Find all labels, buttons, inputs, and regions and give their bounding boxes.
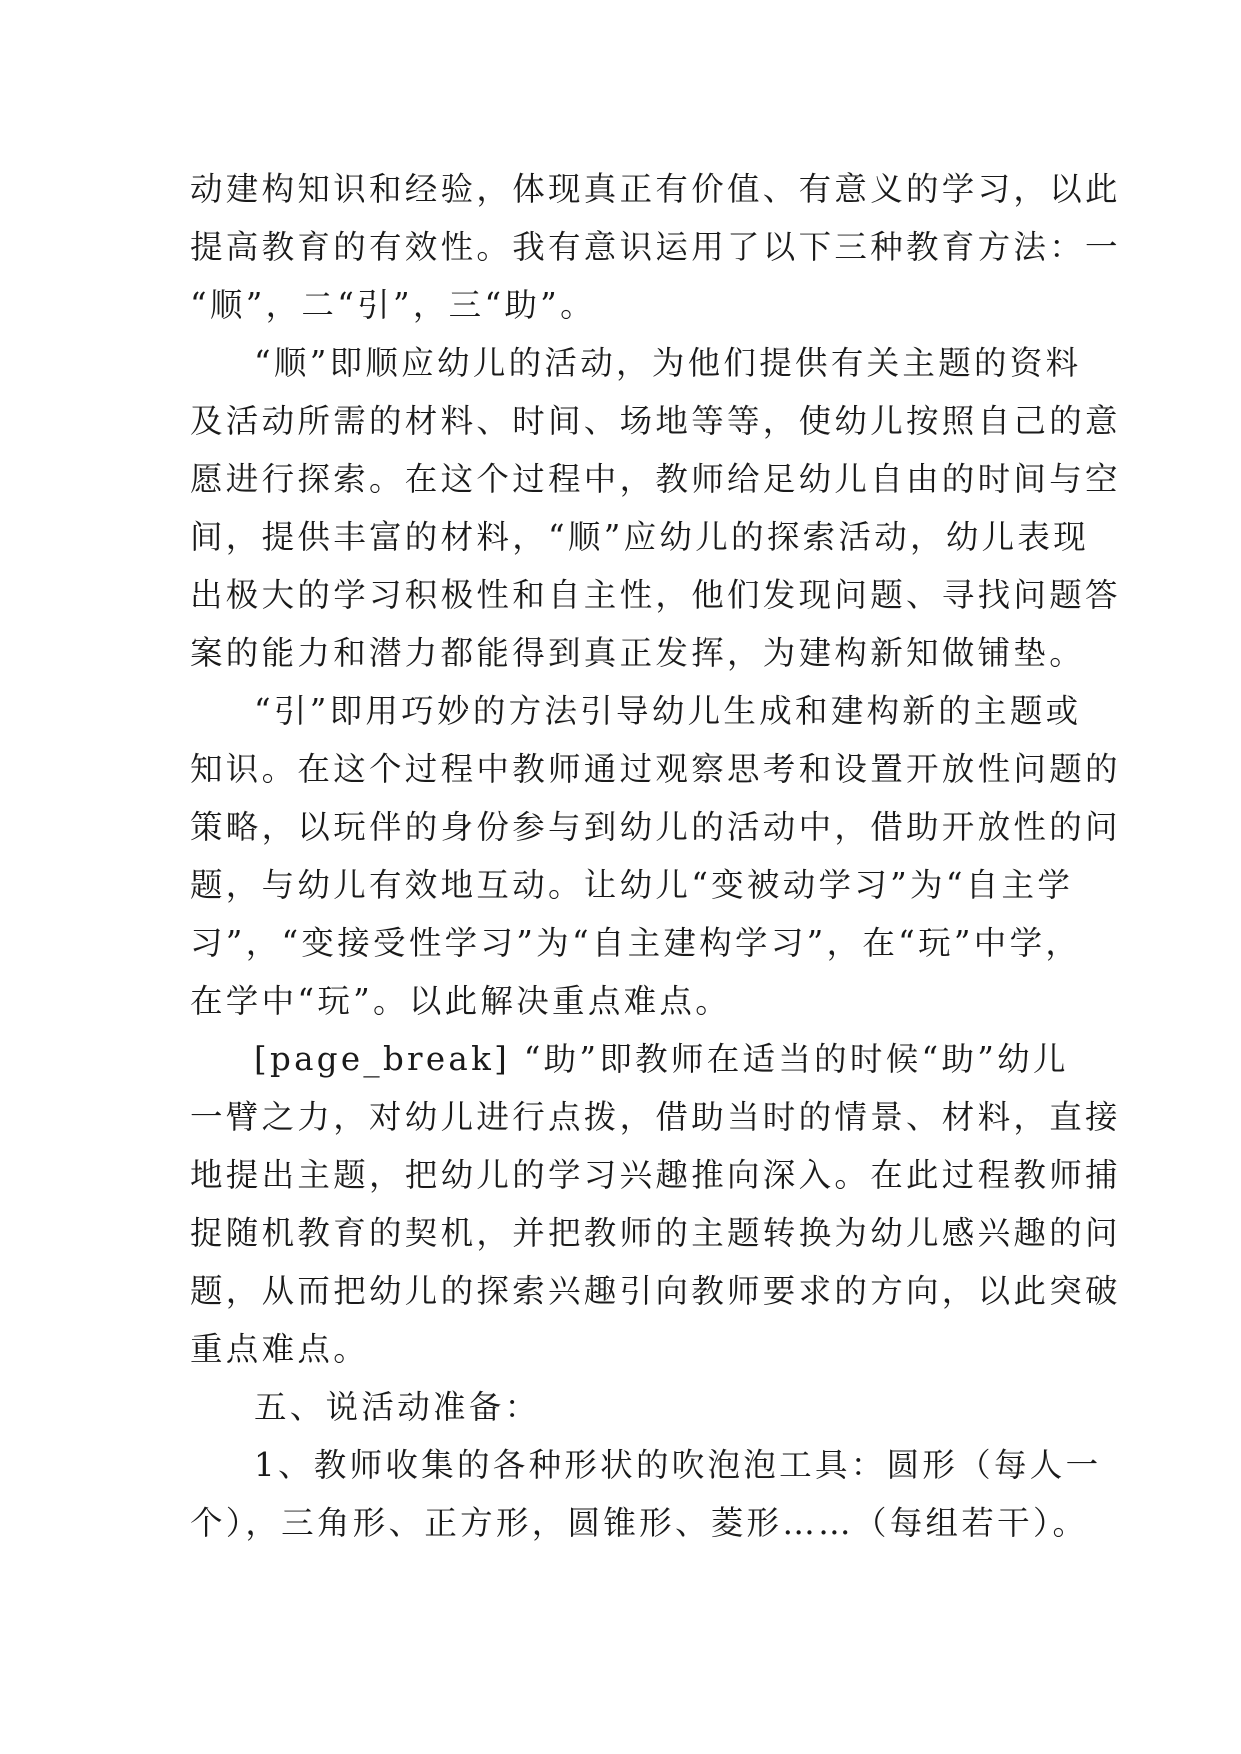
text-line: 动建构知识和经验，体现真正有价值、有意义的学习，以此 — [190, 170, 1121, 208]
text-line: “顺”，二“引”，三“助”。 — [190, 286, 596, 324]
text-line: 重点难点。 — [190, 1330, 370, 1368]
text-line: 提高教育的有效性。我有意识运用了以下三种教育方法：一 — [190, 228, 1121, 266]
text-line: 在学中“玩”。以此解决重点难点。 — [190, 982, 732, 1020]
text-line: 及活动所需的材料、时间、场地等等，使幼儿按照自己的意 — [190, 402, 1121, 440]
text-line: 捉随机教育的契机，并把教师的主题转换为幼儿感兴趣的问 — [190, 1214, 1121, 1252]
document-body-text — [190, 160, 1121, 1552]
text-line: 策略，以玩伴的身份参与到幼儿的活动中，借助开放性的问 — [190, 808, 1121, 846]
text-line: 1、教师收集的各种形状的吹泡泡工具：圆形（每人一 — [254, 1446, 1102, 1484]
text-line: “引”即用巧妙的方法引导幼儿生成和建构新的主题或 — [254, 692, 1082, 730]
text-line: 题，与幼儿有效地互动。让幼儿“变被动学习”为“自主学 — [190, 866, 1074, 904]
text-line: 五、说活动准备： — [254, 1388, 541, 1426]
text-line: 习”，“变接受性学习”为“自主建构学习”，在“玩”中学， — [190, 924, 1082, 962]
text-line: “顺”即顺应幼儿的活动，为他们提供有关主题的资料 — [254, 344, 1082, 382]
text-line: 地提出主题，把幼儿的学习兴趣推向深入。在此过程教师捕 — [190, 1156, 1121, 1194]
text-line: [page_break] “助”即教师在适当的时候“助”幼儿 — [254, 1040, 1069, 1078]
text-line: 题，从而把幼儿的探索兴趣引向教师要求的方向，以此突破 — [190, 1272, 1121, 1310]
text-line: 一臂之力，对幼儿进行点拨，借助当时的情景、材料，直接 — [190, 1098, 1121, 1136]
text-line: 愿进行探索。在这个过程中，教师给足幼儿自由的时间与空 — [190, 460, 1121, 498]
text-line: 个），三角形、正方形，圆锥形、菱形……（每组若干）。 — [190, 1504, 1089, 1542]
text-line: 案的能力和潜力都能得到真正发挥，为建构新知做铺垫。 — [190, 634, 1086, 672]
text-line: 出极大的学习积极性和自主性，他们发现问题、寻找问题答 — [190, 576, 1121, 614]
text-line: 间，提供丰富的材料，“顺”应幼儿的探索活动，幼儿表现 — [190, 518, 1090, 556]
text-line: 知识。在这个过程中教师通过观察思考和设置开放性问题的 — [190, 750, 1121, 788]
